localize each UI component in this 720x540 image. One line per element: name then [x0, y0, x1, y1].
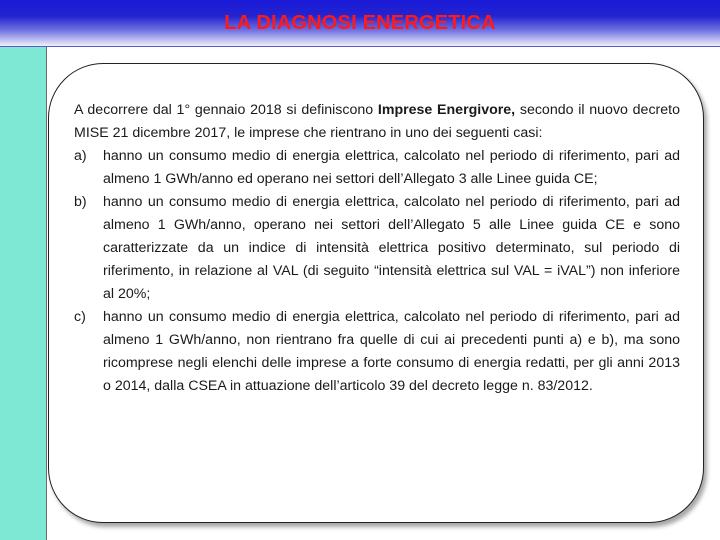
intro-paragraph [74, 99, 680, 145]
list-text-b: hanno un consumo medio di energia elettrica, calcolato nel periodo di riferimento, pari ad almeno 1 GWh/anno, operano nei settori dell’Allegato 5 alle Linee guida CE e sono caratterizzate da un indice di intensità elettrica positivo determinato, sul periodo di riferimento, in relazione al VAL (di seguito “intensità elettrica sul VAL = iVAL”) non inferiore al 20%; [103, 194, 680, 302]
left-decorative-strip [0, 47, 47, 540]
list-item-b [74, 191, 680, 306]
list-marker-c: c) [74, 309, 86, 325]
list-text-a: hanno un consumo medio di energia elettrica, calcolato nel periodo di riferimento, pari ad almeno 1 GWh/anno ed operano nei settori dell’Allegato 3 alle Linee guida CE; [103, 148, 680, 187]
title-bar [0, 0, 720, 47]
intro-emphasis: Imprese Energivore, [377, 102, 516, 118]
list-item-a [74, 145, 680, 191]
intro-text-before: A decorrere dal 1° gennaio 2018 si definiscono [74, 102, 378, 118]
slide-title: LA DIAGNOSI ENERGETICA [224, 12, 496, 34]
list-marker-b: b) [74, 194, 87, 210]
content-text-block [74, 99, 680, 398]
intro-text-after: secondo il nuovo decreto MISE 21 dicembre 2017, le imprese che rientrano in uno dei seguenti casi: [74, 102, 680, 141]
list-item-c [74, 306, 680, 398]
list-text-c: hanno un consumo medio di energia elettrica, calcolato nel periodo di riferimento, pari ad almeno 1 GWh/anno, non rientrano fra quelle di cui ai precedenti punti a) e b), ma sono ricomprese negli elenchi delle imprese a forte consumo di energia redatti, per gli anni 2013 o 2014, dalla CSEA in attuazione dell’articolo 39 del decreto legge n. 83/2012. [103, 309, 680, 394]
list-marker-a: a) [74, 148, 87, 164]
